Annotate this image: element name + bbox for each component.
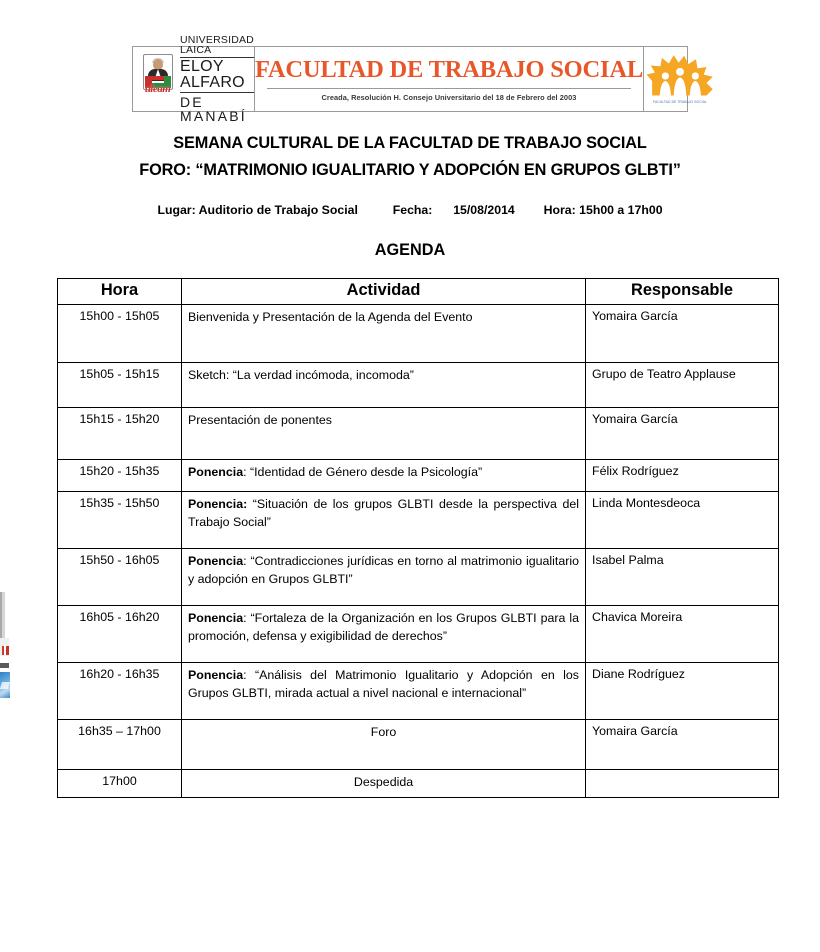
- cell-responsable: Yomaira García: [586, 305, 779, 363]
- meta-time-value: 15h00 a 17h00: [579, 203, 663, 217]
- cell-responsable: Isabel Palma: [586, 549, 779, 606]
- cell-actividad: Ponencia: “Situación de los grupos GLBTI desde la perspectiva del Trabajo Social”: [182, 492, 586, 549]
- cell-responsable: Chavica Moreira: [586, 606, 779, 663]
- edge-scrollbar-sliver: [0, 592, 5, 638]
- sunburst-three-figures-logo-icon: [645, 53, 715, 99]
- cell-hora: 15h50 - 16h05: [58, 549, 182, 606]
- faculty-resolution-text: Creada, Resolución H. Consejo Universitario del 18 de Febrero del 2003: [321, 93, 577, 103]
- university-line-3: DE MANABÍ: [180, 93, 247, 125]
- table-row: [58, 549, 779, 606]
- edge-app-icon-blue: [0, 672, 10, 698]
- meta-time-label: Hora:: [543, 203, 576, 217]
- table-row: [58, 408, 779, 460]
- emblem-wordmark: uleam: [144, 83, 171, 95]
- cell-hora: 15h05 - 15h15: [58, 363, 182, 408]
- ponencia-label: Ponencia: [188, 465, 244, 479]
- table-row: [58, 492, 779, 549]
- cell-hora: 16h35 – 17h00: [58, 720, 182, 770]
- cell-hora: 15h35 - 15h50: [58, 492, 182, 549]
- column-header-actividad: Actividad: [182, 279, 586, 305]
- table-row: [58, 460, 779, 492]
- table-row: [58, 305, 779, 363]
- edge-panel-sliver: [0, 638, 9, 656]
- edge-divider-sliver: [0, 663, 9, 668]
- university-name-block: [180, 35, 254, 124]
- cell-actividad: Bienvenida y Presentación de la Agenda del Evento: [182, 305, 586, 363]
- cell-hora: 17h00: [58, 770, 182, 798]
- agenda-table: [57, 278, 779, 798]
- letterhead-university-block: [133, 33, 255, 125]
- cell-actividad: Presentación de ponentes: [182, 408, 586, 460]
- cell-responsable: Diane Rodríguez: [586, 663, 779, 720]
- cell-responsable: [586, 770, 779, 798]
- letterhead-faculty-block: [255, 47, 644, 111]
- ponencia-label: Ponencia:: [188, 497, 248, 511]
- meta-place-value: Auditorio de Trabajo Social: [198, 203, 358, 217]
- table-row: [58, 363, 779, 408]
- cell-actividad: Despedida: [182, 770, 586, 798]
- agenda-heading: AGENDA: [374, 241, 446, 259]
- table-row: [58, 770, 779, 798]
- letterhead-banner: [132, 33, 707, 125]
- event-meta-line: [0, 203, 820, 217]
- faculty-logo-caption: FACULTAD DE TRABAJO SOCIAL: [653, 100, 707, 105]
- ponencia-label: Ponencia: [188, 668, 244, 682]
- cell-hora: 16h05 - 16h20: [58, 606, 182, 663]
- cell-hora: 15h15 - 15h20: [58, 408, 182, 460]
- table-row: [58, 663, 779, 720]
- agenda-table-body: [58, 305, 779, 798]
- edge-app-icon-red: [2, 646, 9, 655]
- column-header-responsable: Responsable: [586, 279, 779, 305]
- page-title: SEMANA CULTURAL DE LA FACULTAD DE TRABAJO SOCIAL: [173, 134, 647, 152]
- cell-responsable: Yomaira García: [586, 408, 779, 460]
- cell-responsable: Yomaira García: [586, 720, 779, 770]
- table-header-row: [58, 279, 779, 305]
- meta-date-value: 15/08/2014: [453, 203, 515, 217]
- meta-date-label: Fecha:: [392, 203, 433, 217]
- cell-actividad: Ponencia: “Fortaleza de la Organización en los Grupos GLBTI para la promoción, defensa y exigibilidad de derechos”: [182, 606, 586, 663]
- column-header-hora: Hora: [58, 279, 182, 305]
- cell-responsable: Félix Rodríguez: [586, 460, 779, 492]
- table-row: [58, 606, 779, 663]
- cell-actividad: Foro: [182, 720, 586, 770]
- cell-hora: 15h00 - 15h05: [58, 305, 182, 363]
- university-line-2: ELOY ALFARO: [180, 59, 254, 93]
- table-row: [58, 720, 779, 770]
- cell-responsable: Linda Montesdeoca: [586, 492, 779, 549]
- cell-hora: 16h20 - 16h35: [58, 663, 182, 720]
- university-line-1: UNIVERSIDAD LAICA: [180, 33, 254, 57]
- cell-actividad: Ponencia: “Identidad de Género desde la Psicología”: [182, 460, 586, 492]
- cell-actividad: Ponencia: “Análisis del Matrimonio Igualitario y Adopción en los Grupos GLBTI, mirada actual a nivel nacional e internacional”: [182, 663, 586, 720]
- cell-actividad: Ponencia: “Contradicciones jurídicas en torno al matrimonio igualitario y adopción en Grupos GLBTI”: [182, 549, 586, 606]
- ponencia-label: Ponencia: [188, 611, 244, 625]
- cell-hora: 15h20 - 15h35: [58, 460, 182, 492]
- ponencia-label: Ponencia: [188, 554, 244, 568]
- letterhead-logo-block: [644, 47, 716, 111]
- faculty-title: FACULTAD DE TRABAJO SOCIAL: [254, 55, 643, 83]
- meta-place-label: Lugar:: [157, 203, 196, 217]
- university-emblem-icon: [139, 53, 176, 105]
- cell-actividad: Sketch: “La verdad incómoda, incomoda”: [182, 363, 586, 408]
- page-subtitle: FORO: “MATRIMONIO IGUALITARIO Y ADOPCIÓN EN GRUPOS GLBTI”: [139, 161, 681, 179]
- cell-responsable: Grupo de Teatro Applause: [586, 363, 779, 408]
- letterhead-divider: [267, 88, 632, 89]
